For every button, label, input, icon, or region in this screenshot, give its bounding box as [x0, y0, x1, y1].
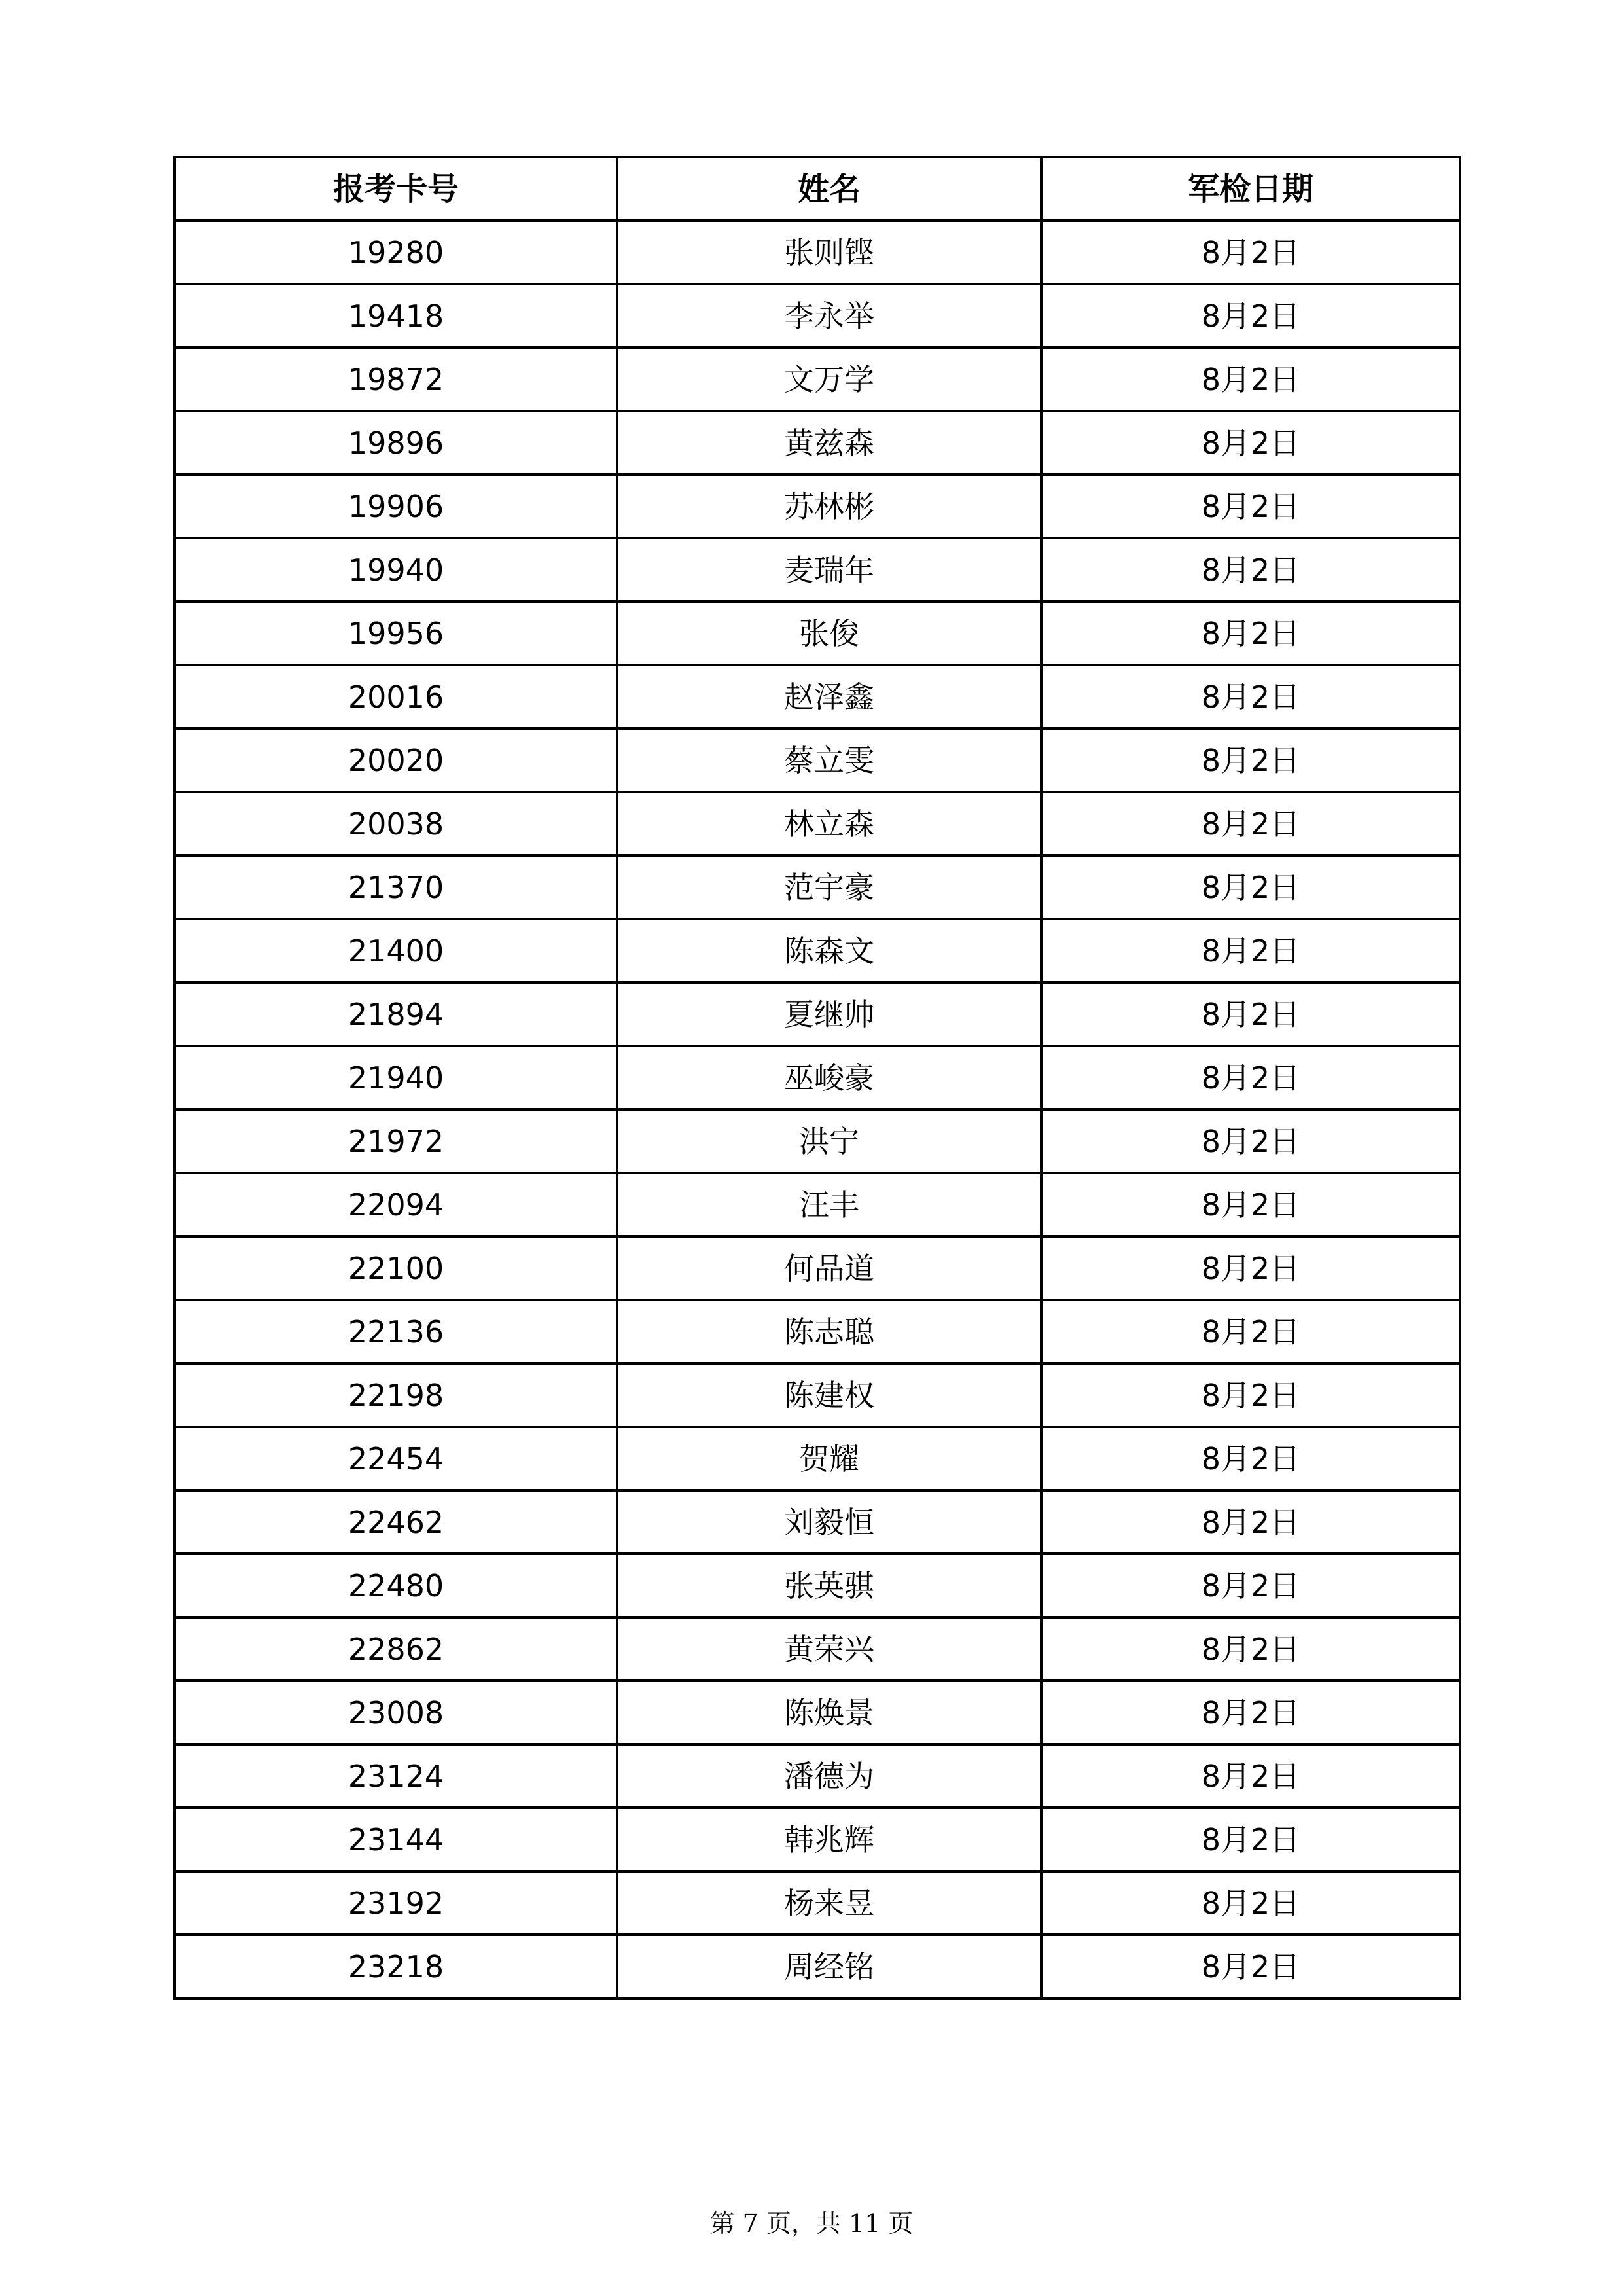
table-row	[175, 1236, 1460, 1300]
cell-exam-date: 8月2日	[1041, 792, 1460, 855]
cell-card-number: 19896	[175, 411, 617, 475]
cell-name: 文万学	[617, 348, 1041, 411]
cell-card-number: 22454	[175, 1427, 617, 1490]
cell-card-number: 22198	[175, 1363, 617, 1427]
cell-exam-date: 8月2日	[1041, 1808, 1460, 1871]
cell-card-number: 21400	[175, 919, 617, 982]
table-row	[175, 1046, 1460, 1109]
cell-exam-date: 8月2日	[1041, 221, 1460, 284]
cell-card-number: 22462	[175, 1490, 617, 1554]
cell-card-number: 19940	[175, 538, 617, 601]
cell-name: 洪宁	[617, 1109, 1041, 1173]
cell-card-number: 22136	[175, 1300, 617, 1363]
table-row	[175, 538, 1460, 601]
table-row	[175, 1363, 1460, 1427]
cell-exam-date: 8月2日	[1041, 1490, 1460, 1554]
cell-name: 刘毅恒	[617, 1490, 1041, 1554]
table-row	[175, 1871, 1460, 1935]
cell-exam-date: 8月2日	[1041, 1300, 1460, 1363]
cell-exam-date: 8月2日	[1041, 475, 1460, 538]
table-row	[175, 1808, 1460, 1871]
cell-name: 张英骐	[617, 1554, 1041, 1617]
cell-exam-date: 8月2日	[1041, 1871, 1460, 1935]
cell-exam-date: 8月2日	[1041, 982, 1460, 1046]
cell-card-number: 19872	[175, 348, 617, 411]
cell-card-number: 19906	[175, 475, 617, 538]
cell-card-number: 20020	[175, 728, 617, 792]
table-row	[175, 1109, 1460, 1173]
header-name: 姓名	[617, 157, 1041, 221]
cell-exam-date: 8月2日	[1041, 1363, 1460, 1427]
cell-exam-date: 8月2日	[1041, 284, 1460, 348]
cell-name: 李永举	[617, 284, 1041, 348]
cell-card-number: 23144	[175, 1808, 617, 1871]
cell-card-number: 22480	[175, 1554, 617, 1617]
cell-name: 巫峻豪	[617, 1046, 1041, 1109]
cell-name: 贺耀	[617, 1427, 1041, 1490]
cell-card-number: 19280	[175, 221, 617, 284]
table-row	[175, 221, 1460, 284]
cell-card-number: 19956	[175, 601, 617, 665]
table-row	[175, 1490, 1460, 1554]
table-row	[175, 1554, 1460, 1617]
table-row	[175, 601, 1460, 665]
table-row	[175, 1681, 1460, 1744]
cell-card-number: 22100	[175, 1236, 617, 1300]
table-row	[175, 982, 1460, 1046]
cell-name: 赵泽鑫	[617, 665, 1041, 728]
header-exam-date: 军检日期	[1041, 157, 1460, 221]
cell-name: 张俊	[617, 601, 1041, 665]
cell-exam-date: 8月2日	[1041, 1427, 1460, 1490]
table-row	[175, 348, 1460, 411]
table-row	[175, 411, 1460, 475]
table-row	[175, 792, 1460, 855]
cell-exam-date: 8月2日	[1041, 665, 1460, 728]
cell-name: 陈建权	[617, 1363, 1041, 1427]
cell-card-number: 21894	[175, 982, 617, 1046]
cell-name: 麦瑞年	[617, 538, 1041, 601]
cell-card-number: 23124	[175, 1744, 617, 1808]
cell-card-number: 20038	[175, 792, 617, 855]
cell-name: 何品道	[617, 1236, 1041, 1300]
cell-card-number: 22862	[175, 1617, 617, 1681]
cell-card-number: 19418	[175, 284, 617, 348]
page-footer: 第 7 页，共 11 页	[709, 2209, 914, 2238]
exam-schedule-table	[173, 156, 1461, 2000]
table-row	[175, 919, 1460, 982]
cell-name: 杨来昱	[617, 1871, 1041, 1935]
table-row	[175, 665, 1460, 728]
table-row	[175, 1427, 1460, 1490]
table-row	[175, 1744, 1460, 1808]
cell-exam-date: 8月2日	[1041, 1617, 1460, 1681]
cell-card-number: 21940	[175, 1046, 617, 1109]
cell-exam-date: 8月2日	[1041, 1554, 1460, 1617]
cell-name: 陈焕景	[617, 1681, 1041, 1744]
cell-name: 陈森文	[617, 919, 1041, 982]
cell-name: 周经铭	[617, 1935, 1041, 1998]
cell-exam-date: 8月2日	[1041, 1236, 1460, 1300]
cell-name: 林立森	[617, 792, 1041, 855]
cell-card-number: 23218	[175, 1935, 617, 1998]
cell-exam-date: 8月2日	[1041, 538, 1460, 601]
cell-name: 黄荣兴	[617, 1617, 1041, 1681]
table-row	[175, 728, 1460, 792]
table-body	[175, 221, 1460, 1998]
table-header	[175, 157, 1460, 221]
table-row	[175, 284, 1460, 348]
table-row	[175, 1935, 1460, 1998]
cell-name: 范宇豪	[617, 855, 1041, 919]
cell-exam-date: 8月2日	[1041, 411, 1460, 475]
cell-name: 蔡立雯	[617, 728, 1041, 792]
cell-name: 汪丰	[617, 1173, 1041, 1236]
cell-exam-date: 8月2日	[1041, 601, 1460, 665]
table-row	[175, 1173, 1460, 1236]
cell-name: 陈志聪	[617, 1300, 1041, 1363]
cell-exam-date: 8月2日	[1041, 348, 1460, 411]
cell-exam-date: 8月2日	[1041, 1109, 1460, 1173]
cell-card-number: 22094	[175, 1173, 617, 1236]
cell-name: 苏林彬	[617, 475, 1041, 538]
cell-name: 张则铿	[617, 221, 1041, 284]
cell-exam-date: 8月2日	[1041, 1744, 1460, 1808]
cell-name: 韩兆辉	[617, 1808, 1041, 1871]
cell-exam-date: 8月2日	[1041, 1173, 1460, 1236]
table-row	[175, 855, 1460, 919]
cell-card-number: 20016	[175, 665, 617, 728]
cell-card-number: 23008	[175, 1681, 617, 1744]
cell-name: 潘德为	[617, 1744, 1041, 1808]
table-row	[175, 1300, 1460, 1363]
cell-name: 黄兹森	[617, 411, 1041, 475]
cell-exam-date: 8月2日	[1041, 855, 1460, 919]
cell-card-number: 21370	[175, 855, 617, 919]
cell-name: 夏继帅	[617, 982, 1041, 1046]
table-row	[175, 475, 1460, 538]
header-row	[175, 157, 1460, 221]
cell-exam-date: 8月2日	[1041, 1935, 1460, 1998]
cell-exam-date: 8月2日	[1041, 1046, 1460, 1109]
cell-exam-date: 8月2日	[1041, 1681, 1460, 1744]
table-row	[175, 1617, 1460, 1681]
cell-card-number: 21972	[175, 1109, 617, 1173]
cell-exam-date: 8月2日	[1041, 919, 1460, 982]
cell-exam-date: 8月2日	[1041, 728, 1460, 792]
header-card-number: 报考卡号	[175, 157, 617, 221]
cell-card-number: 23192	[175, 1871, 617, 1935]
